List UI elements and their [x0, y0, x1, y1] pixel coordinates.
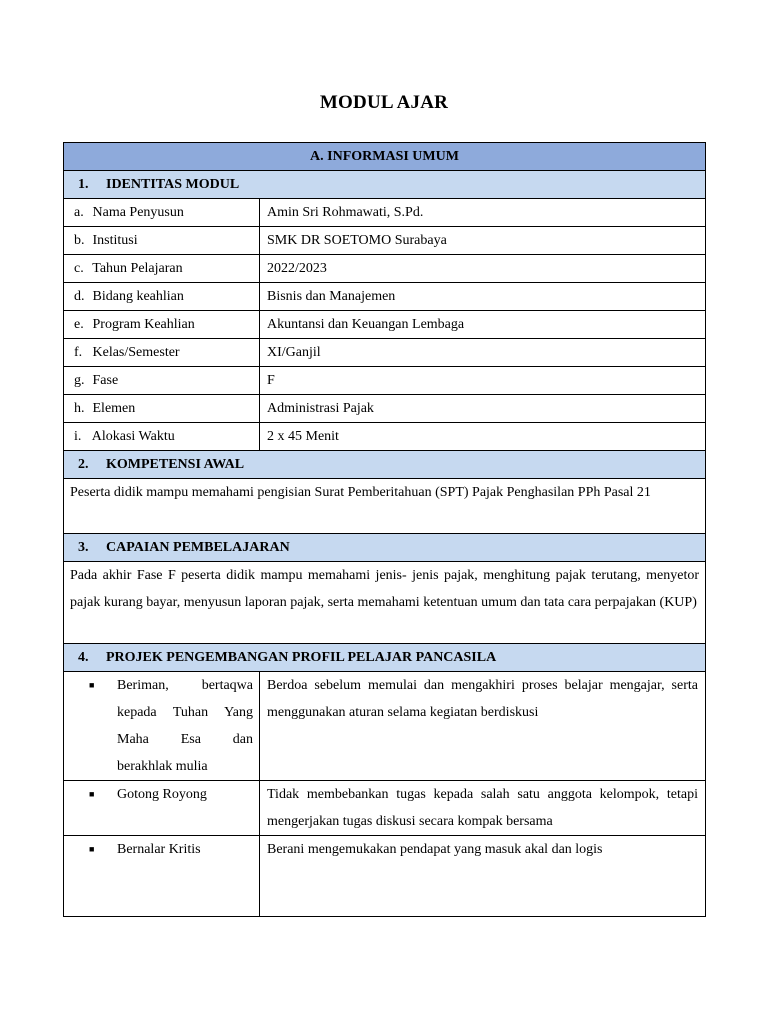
profil-dimension-line: Maha Esa dan	[117, 732, 253, 747]
identity-value: SMK DR SOETOMO Surabaya	[260, 227, 706, 255]
identity-label-text: Institusi	[92, 233, 138, 248]
table-row	[64, 395, 706, 423]
bullet-icon: ■	[89, 789, 95, 799]
section-header-identitas	[64, 171, 706, 199]
profil-dimension	[64, 836, 260, 917]
identity-value: F	[260, 367, 706, 395]
section-number: 4.	[78, 650, 89, 665]
profil-dimension-line: berakhlak mulia	[117, 759, 208, 774]
identity-label-text: Elemen	[92, 401, 136, 416]
section-a-header: A. INFORMASI UMUM	[64, 143, 706, 171]
bullet-icon: ■	[89, 680, 95, 690]
identity-label-text: Alokasi Waktu	[91, 429, 175, 444]
section-title: KOMPETENSI AWAL	[106, 457, 245, 472]
identity-label	[64, 283, 260, 311]
profil-dimension-text: Gotong Royong	[117, 787, 207, 802]
section-a-header-row	[64, 143, 706, 171]
profil-dimension-line: kepada Tuhan Yang	[117, 705, 253, 720]
profil-dimension	[64, 781, 260, 836]
identity-value: Akuntansi dan Keuangan Lembaga	[260, 311, 706, 339]
bullet-icon: ■	[89, 844, 95, 854]
identity-value: 2022/2023	[260, 255, 706, 283]
identity-value: Administrasi Pajak	[260, 395, 706, 423]
profil-dimension-line: Beriman, bertaqwa	[117, 678, 253, 693]
identity-letter: a.	[74, 205, 84, 220]
table-row	[64, 227, 706, 255]
identity-label	[64, 367, 260, 395]
identity-label	[64, 227, 260, 255]
identity-letter: h.	[74, 401, 85, 416]
identity-label-text: Tahun Pelajaran	[92, 261, 183, 276]
kompetensi-awal-text: Peserta didik mampu memahami pengisian Surat Pemberitahuan (SPT) Pajak Penghasilan PPh Pasal 21	[64, 479, 706, 534]
table-row	[64, 367, 706, 395]
table-row	[64, 311, 706, 339]
identity-label	[64, 339, 260, 367]
section-title: PROJEK PENGEMBANGAN PROFIL PELAJAR PANCASILA	[106, 650, 497, 665]
table-row	[64, 423, 706, 451]
identity-letter: i.	[74, 429, 82, 444]
table-row	[64, 283, 706, 311]
identity-label	[64, 423, 260, 451]
identity-label-text: Bidang keahlian	[92, 289, 184, 304]
identity-label	[64, 255, 260, 283]
identity-letter: b.	[74, 233, 85, 248]
section-number: 3.	[78, 540, 89, 555]
section-header-profil	[64, 644, 706, 672]
section-header-row	[64, 171, 706, 199]
table-row	[64, 479, 706, 534]
identity-value: Bisnis dan Manajemen	[260, 283, 706, 311]
identity-label-text: Kelas/Semester	[92, 345, 180, 360]
identity-letter: g.	[74, 373, 85, 388]
identity-letter: d.	[74, 289, 85, 304]
section-number: 2.	[78, 457, 89, 472]
profil-dimension	[64, 672, 260, 781]
identity-letter: f.	[74, 345, 83, 360]
table-row	[64, 672, 706, 781]
table-row	[64, 255, 706, 283]
page-title: MODUL AJAR	[319, 92, 449, 113]
section-number: 1.	[78, 177, 89, 192]
section-header-row	[64, 644, 706, 672]
identity-label	[64, 199, 260, 227]
section-title: CAPAIAN PEMBELAJARAN	[106, 540, 290, 555]
identity-label-text: Fase	[92, 373, 119, 388]
identity-label	[64, 395, 260, 423]
profil-dimension-text: Bernalar Kritis	[117, 842, 201, 857]
profil-description: Berani mengemukakan pendapat yang masuk akal dan logis	[260, 836, 706, 917]
identity-value: XI/Ganjil	[260, 339, 706, 367]
table-row	[64, 781, 706, 836]
profil-description: Berdoa sebelum memulai dan mengakhiri proses belajar mengajar, serta menggunakan aturan selama kegiatan berdiskusi	[260, 672, 706, 781]
section-header-kompetensi	[64, 451, 706, 479]
section-header-capaian	[64, 534, 706, 562]
identity-label-text: Program Keahlian	[92, 317, 195, 332]
profil-description: Tidak membebankan tugas kepada salah satu anggota kelompok, tetapi mengerjakan tugas diskusi secara kompak bersama	[260, 781, 706, 836]
profil-dimension-text	[117, 672, 253, 780]
identity-value: 2 x 45 Menit	[260, 423, 706, 451]
identity-value: Amin Sri Rohmawati, S.Pd.	[260, 199, 706, 227]
table-row	[64, 562, 706, 644]
table-row	[64, 199, 706, 227]
identity-label-text: Nama Penyusun	[92, 205, 184, 220]
table-row	[64, 836, 706, 917]
identity-letter: e.	[74, 317, 84, 332]
capaian-pembelajaran-text: Pada akhir Fase F peserta didik mampu memahami jenis- jenis pajak, menghitung pajak terutang, menyetor pajak kurang bayar, menyusun laporan pajak, serta memahami ketentuan umum dan tata cara perpajakan (KUP)	[64, 562, 706, 644]
modul-table	[63, 142, 706, 917]
section-header-row	[64, 451, 706, 479]
table-row	[64, 339, 706, 367]
section-title: IDENTITAS MODUL	[106, 177, 240, 192]
identity-letter: c.	[74, 261, 84, 276]
identity-label	[64, 311, 260, 339]
section-header-row	[64, 534, 706, 562]
